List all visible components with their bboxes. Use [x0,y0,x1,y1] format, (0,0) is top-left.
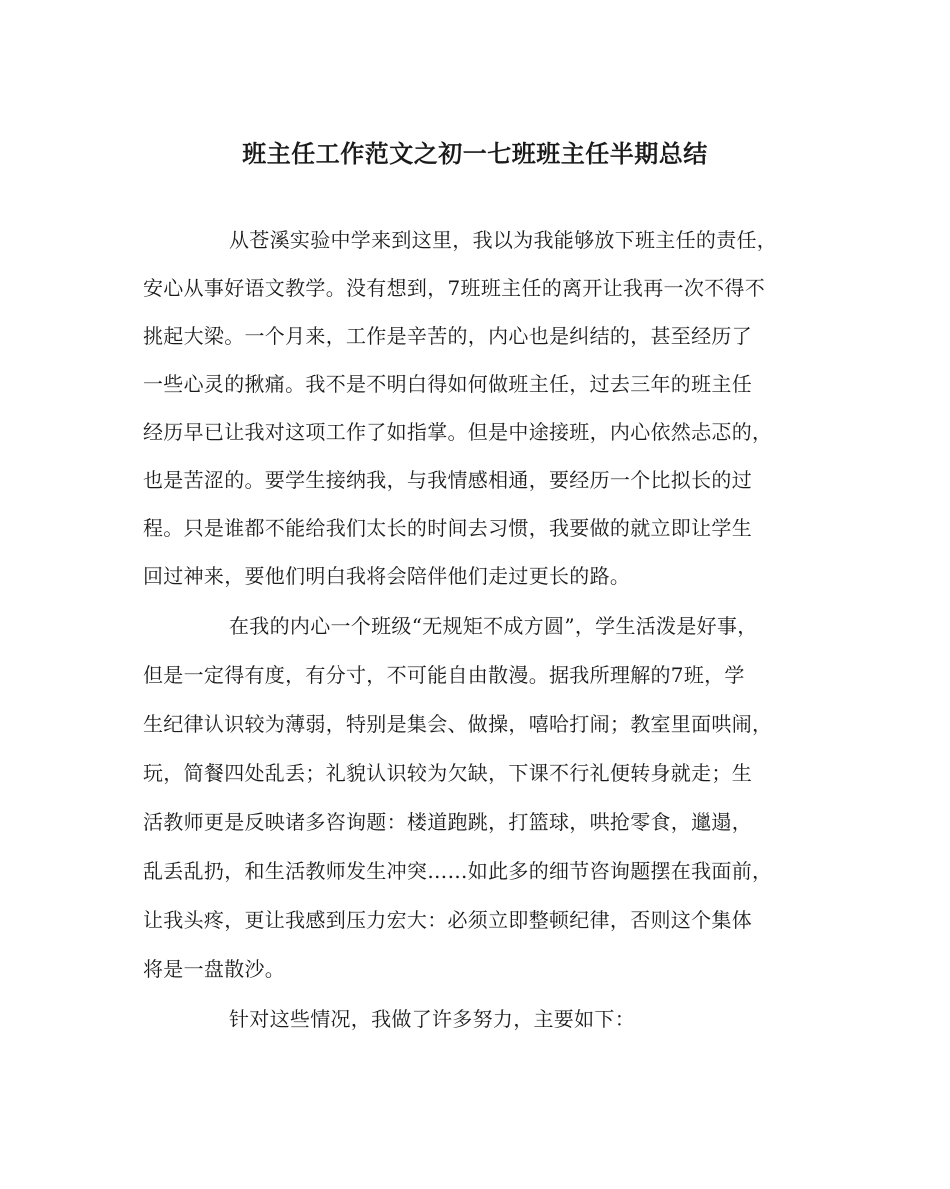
paragraph-1-line-5: 经历早已让我对这项工作了如指掌。但是中途接班，内心依然忐忑的， [143,420,773,444]
paragraph-1-line-4: 一些心灵的揪痛。我不是不明白得如何做班主任，过去三年的班主任 [143,372,752,396]
paragraph-1-line-7: 程。只是谁都不能给我们太长的时间去习惯，我要做的就立即让学生 [143,516,752,540]
paragraph-2-line-5: 活教师更是反映诸多咨询题：楼道跑跳，打篮球，哄抢零食，邋遢， [143,810,752,834]
paragraph-2-line-8: 将是一盘散沙。 [143,957,286,981]
paragraph-1-line-8: 回过神来，要他们明白我将会陪伴他们走过更长的路。 [143,564,631,588]
paragraph-1-line-3: 挑起大梁。一个月来，工作是辛苦的，内心也是纠结的，甚至经历了 [143,324,752,348]
paragraph-2-line-6: 乱丢乱扔，和生活教师发生冲突……如此多的细节咨询题摆在我面前， [143,859,773,883]
paragraph-1-line-1: 从苍溪实验中学来到这里，我以为我能够放下班主任的责任， [229,228,778,252]
paragraph-2-line-7: 让我头疼，更让我感到压力宏大：必须立即整顿纪律，否则这个集体 [143,908,752,932]
paragraph-2-line-4: 玩，简餐四处乱丢；礼貌认识较为欠缺，下课不行礼便转身就走；生 [143,761,752,785]
paragraph-2-line-3: 生纪律认识较为薄弱，特别是集会、做操，嘻哈打闹；教室里面哄闹， [143,712,773,736]
paragraph-1-line-2: 安心从事好语文教学。没有想到，7班班主任的离开让我再一次不得不 [143,276,766,300]
paragraph-2-line-1: 在我的内心一个班级“无规矩不成方圆”，学生活泼是好事， [229,614,758,638]
paragraph-1-line-6: 也是苦涩的。要学生接纳我，与我情感相通，要经历一个比拟长的过 [143,468,752,492]
paragraph-3-line-1: 针对这些情况，我做了许多努力，主要如下： [229,1007,635,1031]
document-title: 班主任工作范文之初一七班班主任半期总结 [242,139,708,168]
paragraph-2-line-2: 但是一定得有度，有分寸，不可能自由散漫。据我所理解的7班，学 [143,663,745,687]
